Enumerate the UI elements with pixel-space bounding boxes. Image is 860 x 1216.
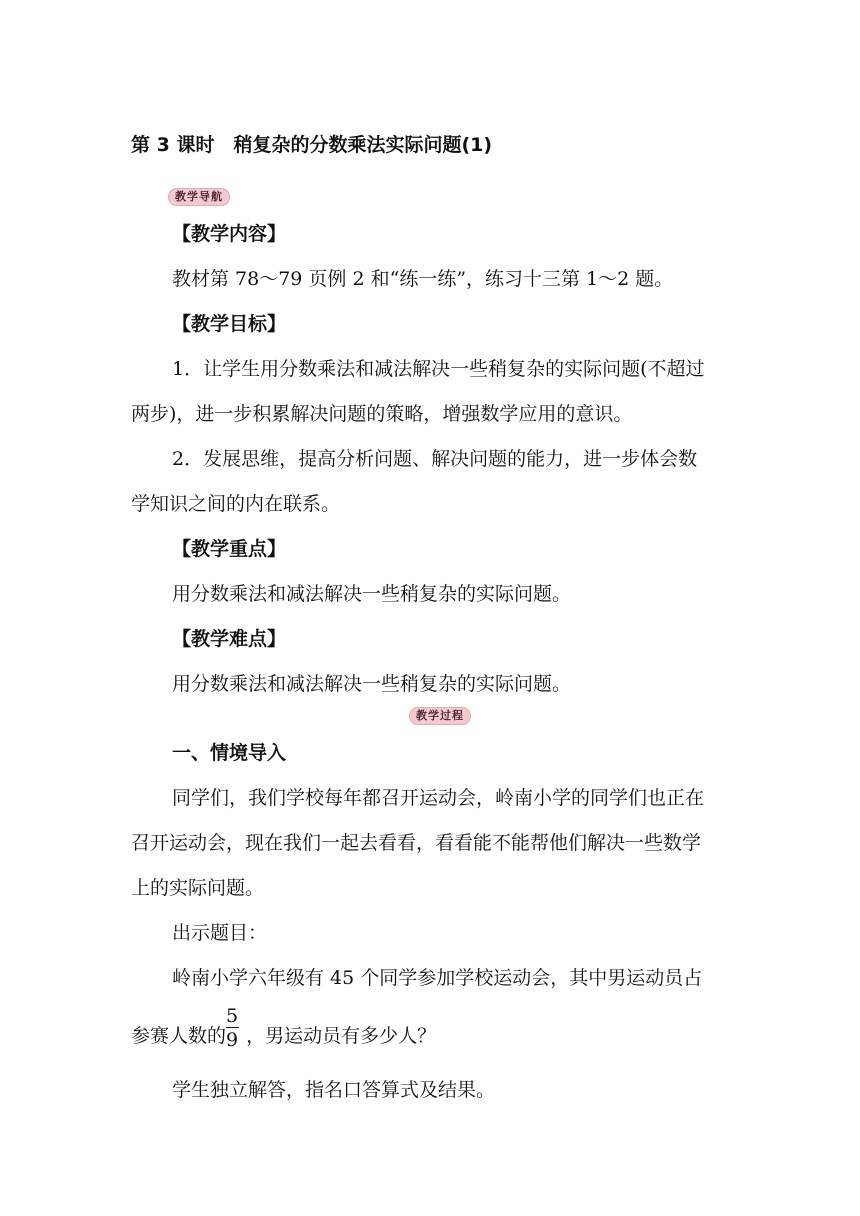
show-problem-label: 出示题目： xyxy=(172,922,268,944)
key-point-text: 用分数乘法和减法解决一些稍复杂的实际问题。 xyxy=(172,583,572,605)
intro-line-3: 上的实际问题。 xyxy=(131,877,265,899)
problem-line-1: 岭南小学六年级有 45 个同学参加学校运动会，其中男运动员占 xyxy=(172,967,703,989)
difficulty-text: 用分数乘法和减法解决一些稍复杂的实际问题。 xyxy=(172,673,572,695)
teaching-process-badge: 教学过程 xyxy=(409,707,471,725)
intro-line-2: 召开运动会，现在我们一起去看看，看看能不能帮他们解决一些数学 xyxy=(131,832,702,854)
problem-line-2-suffix: ，男运动员有多少人？ xyxy=(246,1025,437,1047)
page-title: 第 3 课时 稍复杂的分数乘法实际问题(1) xyxy=(131,134,493,156)
problem-line-2 xyxy=(131,1005,437,1051)
content-text: 教材第 78～79 页例 2 和“练一练”，练习十三第 1～2 题。 xyxy=(172,268,674,290)
fraction-bar xyxy=(226,1027,239,1028)
difficulty-heading: 【教学难点】 xyxy=(172,628,287,650)
teaching-guide-badge: 教学导航 xyxy=(168,188,230,206)
content-heading: 【教学内容】 xyxy=(172,223,287,245)
goals-heading: 【教学目标】 xyxy=(172,313,287,335)
fraction-denominator: 9 xyxy=(226,1029,239,1051)
answer-instruction: 学生独立解答，指名口答算式及结果。 xyxy=(172,1079,496,1101)
goal-1-line-1: 1．让学生用分数乘法和减法解决一些稍复杂的实际问题(不超过 xyxy=(172,358,705,380)
intro-line-1: 同学们，我们学校每年都召开运动会，岭南小学的同学们也正在 xyxy=(172,787,705,809)
goal-2-line-2: 学知识之间的内在联系。 xyxy=(131,493,341,515)
step-1-heading: 一、情境导入 xyxy=(172,742,287,764)
goal-2-line-1: 2．发展思维，提高分析问题、解决问题的能力，进一步体会数 xyxy=(172,448,698,470)
key-point-heading: 【教学重点】 xyxy=(172,538,287,560)
problem-line-2-prefix: 参赛人数的 xyxy=(131,1025,227,1047)
fraction-five-ninths xyxy=(226,1005,240,1051)
goal-1-line-2: 两步)，进一步积累解决问题的策略，增强数学应用的意识。 xyxy=(131,403,633,425)
fraction-numerator: 5 xyxy=(226,1005,239,1027)
